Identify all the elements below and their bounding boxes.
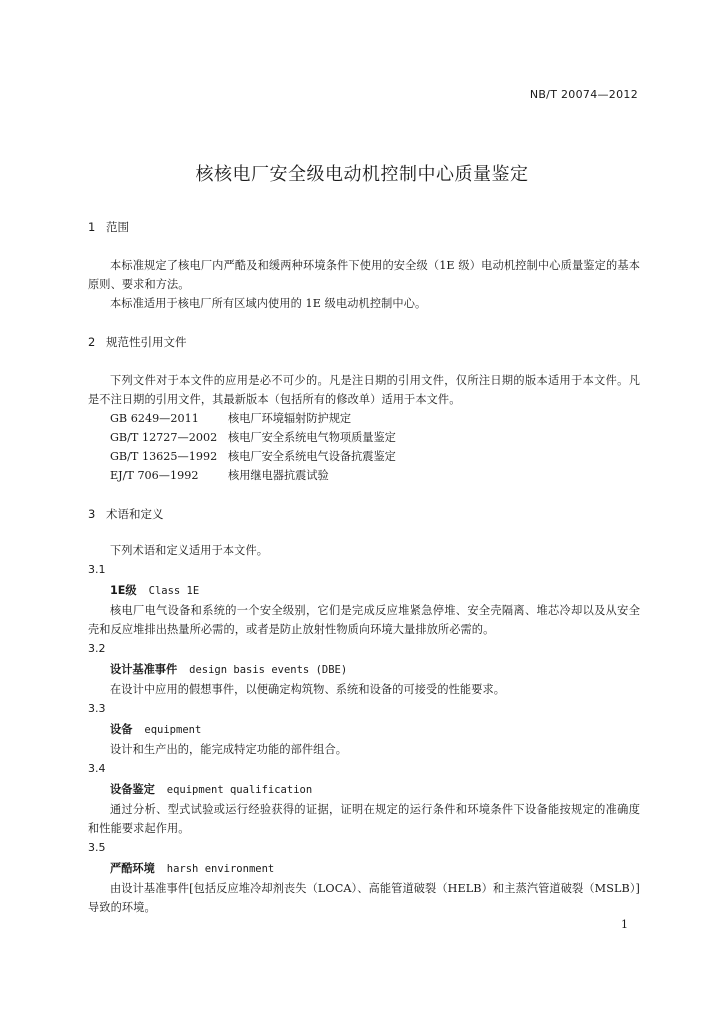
section-title: 规范性引用文件 (106, 335, 187, 349)
term-en: harsh environment (166, 863, 275, 875)
document-body (88, 216, 640, 917)
term-zh: 设备鉴定 (110, 783, 155, 796)
term-en: design basis events (DBE) (189, 664, 348, 676)
section-2-heading (88, 331, 640, 353)
clause-number: 3.1 (88, 563, 106, 576)
clause-number: 3.2 (88, 642, 106, 655)
reference-code: GB/T 13625—1992 (110, 450, 218, 463)
term-en: Class 1E (148, 585, 200, 597)
paragraph: 本标准规定了核电厂内严酷及和缓两种环境条件下使用的安全级（1E 级）电动机控制中心质量鉴定的基本原则、要求和方法。 (88, 259, 640, 291)
section-number: 3 (88, 507, 96, 521)
document-title: 核核电厂安全级电动机控制中心质量鉴定 (195, 164, 529, 185)
clause-number: 3.4 (88, 762, 106, 775)
term-en: equipment qualification (166, 784, 313, 796)
term-zh: 设备 (110, 723, 133, 736)
paragraph: 本标准适用于核电厂所有区域内使用的 1E 级电动机控制中心。 (110, 297, 427, 310)
reference-item (88, 447, 640, 466)
section-title: 术语和定义 (106, 507, 164, 521)
paragraph: 下列文件对于本文件的应用是必不可少的。凡是注日期的引用文件，仅所注日期的版本适用于本文件。凡是不注日期的引用文件，其最新版本（包括所有的修改单）适用于本文件。 (88, 374, 640, 406)
reference-code: GB 6249—2011 (110, 412, 199, 425)
reference-title: 核电厂安全系统电气物项质量鉴定 (228, 431, 396, 444)
section-number: 1 (88, 220, 96, 234)
reference-code: GB/T 12727—2002 (110, 431, 218, 444)
term-definition: 通过分析、型式试验或运行经验获得的证据，证明在规定的运行条件和环境条件下设备能按规定的准确度和性能要求起作用。 (88, 803, 640, 835)
page-number: 1 (621, 918, 628, 931)
term-definition: 设计和生产出的，能完成特定功能的部件组合。 (110, 743, 348, 756)
section-number: 2 (88, 335, 96, 349)
term-entry (88, 718, 640, 740)
reference-code: EJ/T 706—1992 (110, 469, 199, 482)
reference-title: 核用继电器抗震试验 (228, 469, 329, 482)
term-zh: 设计基准事件 (110, 663, 178, 676)
clause-number: 3.5 (88, 841, 106, 854)
term-entry (88, 658, 640, 680)
reference-item (88, 409, 640, 428)
term-definition: 由设计基准事件[包括反应堆冷却剂丧失（LOCA）、高能管道破裂（HELB）和主蒸汽管道破裂（MSLB）]导致的环境。 (88, 882, 640, 914)
term-zh: 严酷环境 (110, 862, 155, 875)
term-definition: 核电厂电气设备和系统的一个安全级别，它们是完成反应堆紧急停堆、安全壳隔离、堆芯冷却以及从安全壳和反应堆排出热量所必需的，或者是防止放射性物质向环境大量排放所必需的。 (88, 604, 640, 636)
term-definition: 在设计中应用的假想事件，以便确定构筑物、系统和设备的可接受的性能要求。 (110, 683, 506, 696)
reference-item (88, 428, 640, 447)
section-3-heading (88, 503, 640, 525)
reference-item (88, 466, 640, 485)
section-1-heading (88, 216, 640, 238)
reference-title: 核电厂安全系统电气设备抗震鉴定 (228, 450, 396, 463)
clause-number: 3.3 (88, 702, 106, 715)
term-en: equipment (144, 724, 202, 736)
section-title: 范围 (106, 220, 129, 234)
reference-title: 核电厂环境辐射防护规定 (228, 412, 352, 425)
term-zh: 1E级 (110, 584, 137, 597)
term-entry (88, 857, 640, 879)
term-entry (88, 579, 640, 601)
paragraph: 下列术语和定义适用于本文件。 (110, 544, 269, 557)
term-entry (88, 778, 640, 800)
standard-code: NB/T 20074—2012 (529, 88, 638, 101)
